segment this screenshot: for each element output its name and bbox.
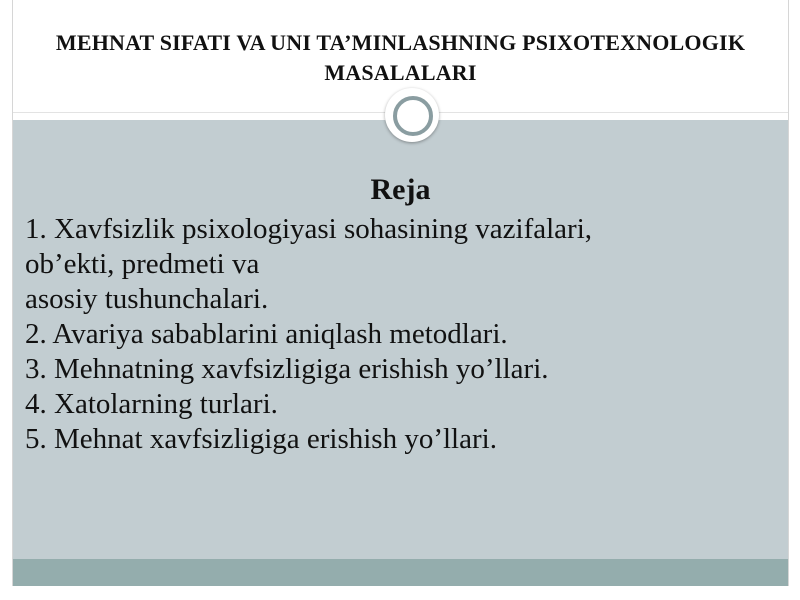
outline-heading: Reja	[370, 173, 431, 206]
divider-circle-ornament	[385, 88, 439, 142]
outline-line: asosiy tushunchalari.	[25, 283, 269, 315]
outline-line: 5. Mehnat xavfsizligiga erishish yo’llari.	[25, 423, 497, 455]
outline-line: 3. Mehnatning xavfsizligiga erishish yo’llari.	[25, 353, 549, 385]
slide	[12, 0, 789, 586]
outline-line: 1. Xavfsizlik psixologiyasi sohasining vazifalari,	[25, 213, 593, 245]
outline-line: 4. Xatolarning turlari.	[25, 388, 278, 420]
slide-title: MEHNAT SIFATI VA UNI TA’MINLASHNING PSIXOTEXNOLOGIK MASALALARI	[55, 30, 746, 85]
bottom-accent-bar	[13, 559, 788, 586]
outline-line: ob’ekti, predmeti va	[25, 248, 260, 280]
content-area	[13, 120, 788, 559]
outline-list	[25, 212, 775, 457]
outline-line: 2. Avariya sabablarini aniqlash metodlari.	[25, 318, 508, 350]
